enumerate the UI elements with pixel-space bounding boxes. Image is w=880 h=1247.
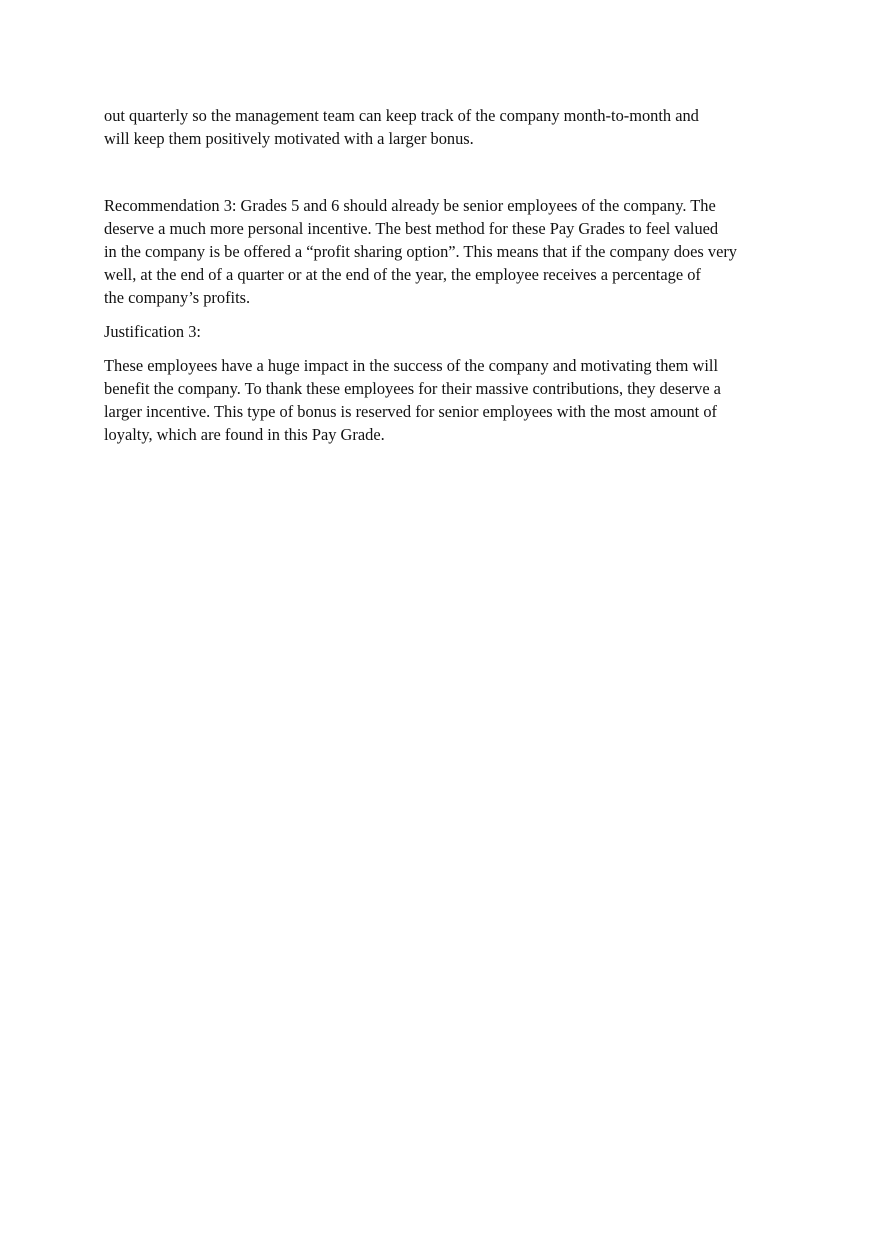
paragraph-line: benefit the company. To thank these employees for their massive contributions, they deserve a [104, 379, 721, 398]
paragraph-line: larger incentive. This type of bonus is reserved for senior employees with the most amount of [104, 402, 717, 421]
paragraph-line: well, at the end of a quarter or at the end of the year, the employee receives a percentage of [104, 265, 701, 284]
paragraph-line: will keep them positively motivated with a larger bonus. [104, 129, 474, 148]
paragraph-line: the company’s profits. [104, 288, 251, 307]
recommendation-paragraph [104, 194, 804, 309]
paragraph-line: Recommendation 3: Grades 5 and 6 should already be senior employees of the company. The [104, 196, 716, 215]
continuation-paragraph [104, 104, 804, 150]
justification-heading [104, 320, 804, 343]
justification-paragraph [104, 354, 804, 446]
paragraph-line: in the company is be offered a “profit sharing option”. This means that if the company does very [104, 242, 737, 261]
paragraph-line: deserve a much more personal incentive. The best method for these Pay Grades to feel valued [104, 219, 719, 238]
paragraph-line: loyalty, which are found in this Pay Grade. [104, 425, 385, 444]
justification-heading-text: Justification 3: [104, 322, 201, 341]
paragraph-line: These employees have a huge impact in the success of the company and motivating them will [104, 356, 719, 375]
paragraph-line: out quarterly so the management team can keep track of the company month-to-month and [104, 106, 699, 125]
